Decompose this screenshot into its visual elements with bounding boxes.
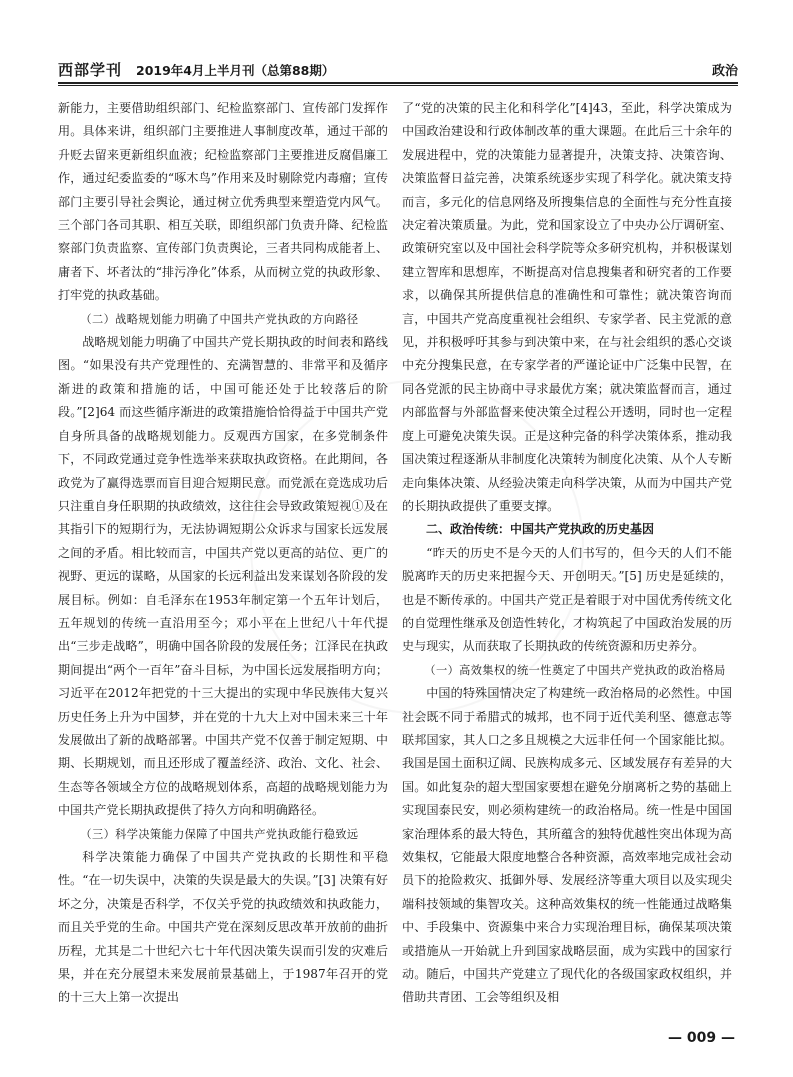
issue-info: 2019年4月上半月刊（总第88期）	[136, 63, 335, 78]
right-column	[402, 97, 732, 1027]
header-rule-thin	[58, 85, 738, 86]
body-paragraph: “昨天的历史不是今天的人们书写的，但今天的人们不能脱离昨天的历史来把握今天、开创明天。”[5] 历史是延续的，也是不断传承的。中国共产党正是着眼于对中国优秀传统文化的自觉理性继承及创造性转化，才构筑起了中国政治发展的历史与现实，从而获取了长期执政的传统资源和历史养分。	[402, 545, 732, 654]
body-paragraph: 中国的特殊国情决定了构建统一政治格局的必然性。中国社会既不同于希腊式的城邦，也不同于近代美利坚、德意志等联邦国家，其人口之多且规模之大远非任何一个国家能比拟。我国是国土面积辽阔、民族构成多元、区域发展存有差异的大国。如此复杂的超大型国家要想在避免分崩离析之势的基础上实现国泰民安，则必须构建统一的政治格局。统一性是中国国家治理体系的最大特色，其所蕴含的独特优越性突出体现为高效集权，它能最大限度地整合各种资源，高效率地完成社会动员下的抢险救灾、抵御外辱、发展经济等重大项目以及实现尖端科技领域的集智攻关。这种高效集权的统一性能通过战略集中、手段集中、资源集中来合力实现治理目标，确保某项决策或措施从一开始就上升到国家战略层面，成为实践中的国家行动。随后，中国共产党建立了现代化的各级国家政权组织，并借助共青团、工会等组织及相	[402, 686, 732, 1005]
body-paragraph: 科学决策能力确保了中国共产党执政的长期性和平稳性。“在一切失误中，决策的失误是最大的失误。”[3] 决策有好坏之分，决策是否科学，不仅关乎党的执政绩效和执政能力，而且关乎党的生命。中国共产党在深刻反思改革开放前的曲折历程，尤其是二十世纪六七十年代因决策失误而引发的灾难后果，并在充分展望未来发展前景基础上，于1987年召开的党的十三大上第一次提出	[58, 850, 388, 1005]
body-paragraph: 新能力，主要借助组织部门、纪检监察部门、宣传部门发挥作用。具体来讲，组织部门主要推进人事制度改革，通过干部的升贬去留来更新组织血液；纪检监察部门主要推进反腐倡廉工作，通过纪委监委的“啄木鸟”作用来及时剔除党内毒瘤；宣传部门主要引导社会舆论，通过树立优秀典型来塑造党内风气。三个部门各司其职、相互关联，即组织部门负责升降、纪检监察部门负责监察、宣传部门负责舆论，三者共同构成能者上、庸者下、坏者汰的“排污净化”体系，从而树立党的执政形象、打牢党的执政基础。	[58, 101, 388, 303]
body-paragraph: 战略规划能力明确了中国共产党长期执政的时间表和路线图。“如果没有共产党理性的、充满智慧的、非常平和及循序渐进的政策和措施的话，中国可能还处于比较落后的阶段。”[2]64 而这些循序渐进的政策措施恰恰得益于中国共产党自身所具备的战略规划能力。反观西方国家，在多党制条件下，不同政党通过竞争性选举来获取执政资格。在此期间，各政党为了赢得选票而盲目迎合短期民意。而党派在竞选成功后只注重自身任职期的执政绩效，这往往会导致政策短视①及在其指引下的短期行为，无法协调短期公众诉求与国家长远发展之间的矛盾。相比较而言，中国共产党以更高的站位、更广的视野、更远的谋略，从国家的长远利益出发来谋划各阶段的发展目标。例如：自毛泽东在1953年制定第一个五年计划后，五年规划的传统一直沿用至今；邓小平在上世纪八十年代提出“三步走战略”，明确中国各阶段的发展任务；江泽民在执政期间提出“两个一百年”奋斗目标，为中国长远发展指明方向；习近平在2012年把党的十三大提出的实现中华民族伟大复兴历史任务上升为中国梦，并在党的十九大上对中国未来三十年发展做出了新的战略部署。中国共产党不仅善于制定短期、中期、长期规划，而且还形成了覆盖经济、政治、文化、社会、生态等各领域全方位的战略规划体系，高超的战略规划能力为中国共产党长期执政提供了持久方向和明确路径。	[58, 335, 388, 818]
header-rule	[58, 82, 738, 84]
subsection-heading: （二）战略规划能力明确了中国共产党执政的方向路径	[80, 312, 359, 326]
left-column	[58, 97, 388, 1027]
section-label: 政治	[711, 64, 738, 79]
subsection-heading: （一）高效集权的统一性奠定了中国共产党执政的政治格局	[424, 663, 726, 677]
running-header	[58, 58, 738, 80]
body-paragraph: 了“党的决策的民主化和科学化”[4]43，至此，科学决策成为中国政治建设和行政体制改革的重大课题。在此后三十余年的发展进程中，党的决策能力显著提升，决策支持、决策咨询、决策监督日益完善，决策系统逐步实现了科学化。就决策支持而言，多元化的信息网络及所搜集信息的全面性与充分性直接决定着决策质量。为此，党和国家设立了中央办公厅调研室、政策研究室以及中国社会科学院等众多研究机构，并积极谋划建立智库和思想库，不断提高对信息搜集者和研究者的工作要求，以确保其所提供信息的准确性和可靠性；就决策咨询而言，中国共产党高度重视社会组织、专家学者、民主党派的意见，并积极呼吁其参与到决策中来，在与社会组织的悉心交谈中充分搜集民意，在专家学者的严谨论证中广泛集中民智，在同各党派的民主协商中寻求最优方案；就决策监督而言，通过内部监督与外部监督来使决策全过程公开透明，同时也一定程度上可避免决策失误。正是这种完备的科学决策体系，推动我国决策过程逐渐从非制度化决策转为制度化决策、从个人专断走向集体决策、从经验决策走向科学决策，从而为中国共产党的长期执政提供了重要支撑。	[402, 101, 732, 513]
subsection-heading: （三）科学决策能力保障了中国共产党执政能行稳致远	[80, 827, 359, 841]
page-number: — 009 —	[668, 1030, 735, 1046]
section-heading: 二、政治传统：中国共产党执政的历史基因	[426, 522, 655, 537]
journal-masthead: 西部学刊	[58, 61, 123, 79]
